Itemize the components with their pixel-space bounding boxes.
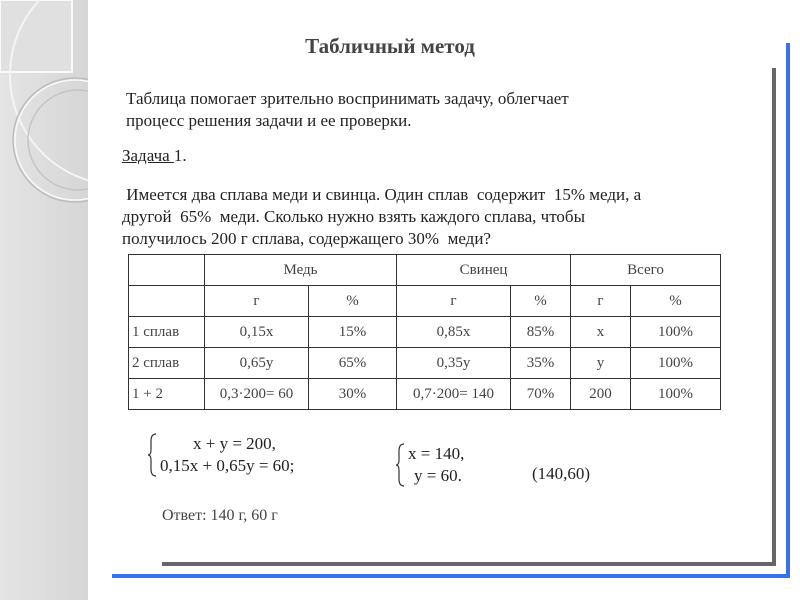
table-cell: 15% <box>309 317 397 348</box>
table-header-cell: Свинец <box>397 255 571 286</box>
system2-brace <box>396 443 406 487</box>
slide-frame-right <box>786 43 790 578</box>
problem-line: другой 65% меди. Сколько нужно взять каждого сплава, чтобы <box>122 207 586 226</box>
problem-text <box>122 184 641 250</box>
table-cell: 100% <box>631 348 721 379</box>
table-cell: 35% <box>511 348 571 379</box>
task-heading <box>122 145 187 167</box>
slide-title: Табличный метод <box>305 34 475 58</box>
system1-brace <box>148 433 158 477</box>
table-cell: 0,65y <box>205 348 309 379</box>
answer-text: Ответ: 140 г, 60 г <box>162 507 278 524</box>
table-cell: x <box>571 317 631 348</box>
table-cell: 1 + 2 <box>129 379 205 410</box>
problem-line: получилось 200 г сплава, содержащего 30% меди? <box>122 229 491 248</box>
table-header-cell: Всего <box>571 255 721 286</box>
decorative-circles <box>0 0 88 600</box>
system2-eq1: x = 140, <box>408 444 465 463</box>
intro-text <box>126 88 569 132</box>
table-cell: % <box>631 286 721 317</box>
table-cell: 2 сплав <box>129 348 205 379</box>
intro-line: процесс решения задачи и ее проверки. <box>126 111 412 130</box>
slide-shadow-bottom <box>162 562 776 566</box>
table-cell: % <box>309 286 397 317</box>
table-cell: г <box>571 286 631 317</box>
table-header-cell: Медь <box>205 255 397 286</box>
table-row <box>129 379 721 410</box>
problem-line: Имеется два сплава меди и свинца. Один сплав содержит 15% меди, а <box>122 185 642 204</box>
slide-frame-bottom <box>112 574 790 578</box>
table-cell: y <box>571 348 631 379</box>
table-cell: 100% <box>631 379 721 410</box>
table-cell: 0,3·200= 60 <box>205 379 309 410</box>
task-number: 1. <box>173 146 187 165</box>
table-cell: 0,35y <box>397 348 511 379</box>
table-subheader-row <box>129 286 721 317</box>
table-cell: г <box>205 286 309 317</box>
table-cell: 100% <box>631 317 721 348</box>
table-cell: 200 <box>571 379 631 410</box>
table-cell: 30% <box>309 379 397 410</box>
decorative-side-panel <box>0 0 88 600</box>
intro-line: Таблица помогает зрительно воспринимать задачу, облегчает <box>126 89 569 108</box>
table-cell: 70% <box>511 379 571 410</box>
system1-eq2: 0,15x + 0,65y = 60; <box>160 456 295 475</box>
table-row <box>129 348 721 379</box>
table-cell: 0,7·200= 140 <box>397 379 511 410</box>
table-cell: г <box>397 286 511 317</box>
system2-eq2: y = 60. <box>414 466 462 485</box>
table-header-cell <box>129 255 205 286</box>
table-cell: % <box>511 286 571 317</box>
table-cell: 85% <box>511 317 571 348</box>
table-cell: 1 сплав <box>129 317 205 348</box>
table-cell: 0,85x <box>397 317 511 348</box>
table-cell <box>129 286 205 317</box>
table-cell: 0,15x <box>205 317 309 348</box>
system1-eq1: x + y = 200, <box>193 434 276 453</box>
data-table <box>128 254 721 410</box>
task-label: Задача <box>122 146 174 165</box>
table-header-row <box>129 255 721 286</box>
slide-shadow-right <box>772 68 776 565</box>
table-cell: 65% <box>309 348 397 379</box>
solution-pair: (140,60) <box>532 464 591 483</box>
table-row <box>129 317 721 348</box>
